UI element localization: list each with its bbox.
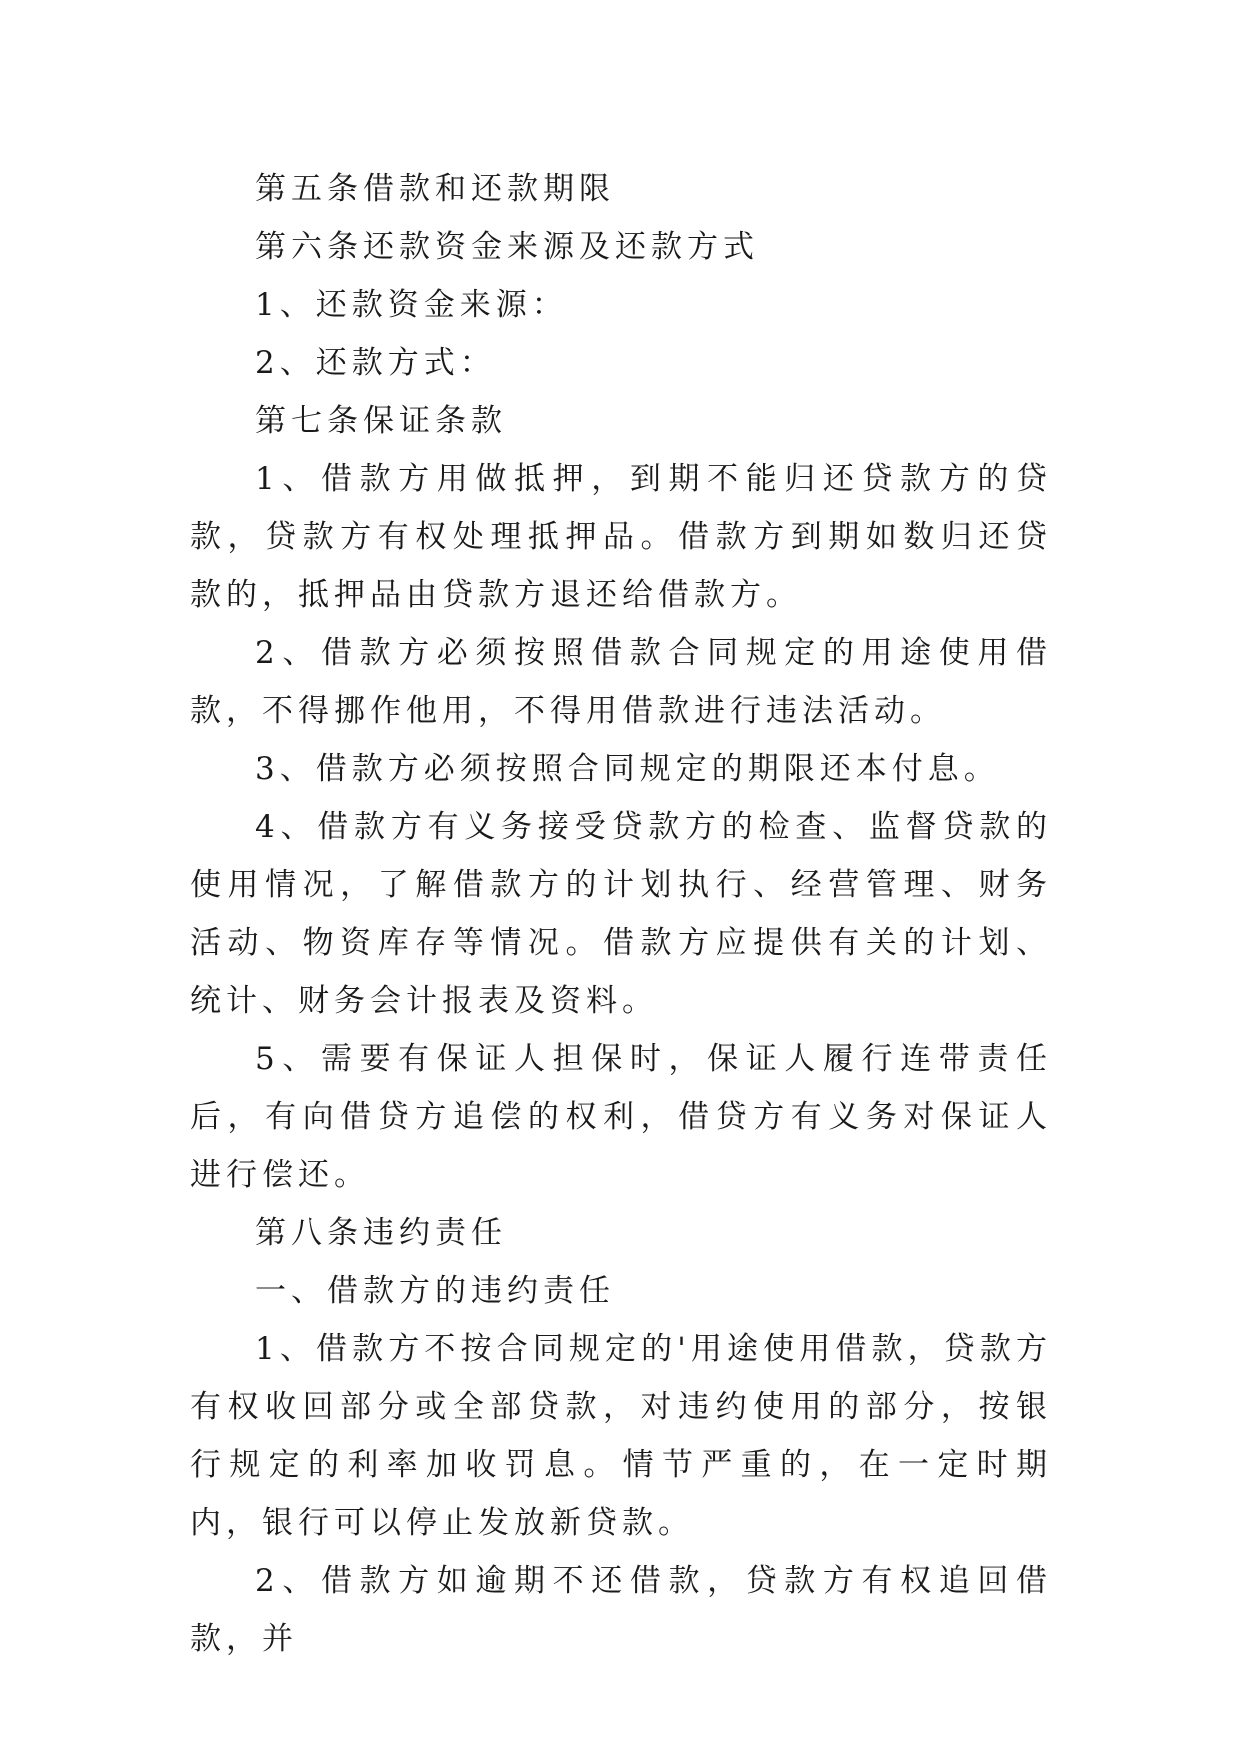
guarantee-clause-2: 2、借款方必须按照借款合同规定的用途使用借款，不得挪作他用，不得用借款进行违法活动。 <box>190 635 1052 729</box>
article-5-heading: 第五条借款和还款期限 <box>255 171 615 207</box>
guarantee-clause-5: 5、需要有保证人担保时，保证人履行连带责任后，有向借贷方追偿的权利，借贷方有义务对保证人进行偿还。 <box>190 1041 1052 1193</box>
article-6-heading: 第六条还款资金来源及还款方式 <box>255 229 759 265</box>
repayment-source: 1、还款资金来源： <box>255 287 568 323</box>
guarantee-clause-3: 3、借款方必须按照合同规定的期限还本付息。 <box>255 751 1000 787</box>
liability-clause-2: 2、借款方如逾期不还借款，贷款方有权追回借款，并 <box>190 1563 1052 1657</box>
guarantee-clause-4: 4、借款方有义务接受贷款方的检查、监督贷款的使用情况，了解借款方的计划执行、经营管理、财务活动、物资库存等情况。借款方应提供有关的计划、统计、财务会计报表及资料。 <box>190 809 1052 1019</box>
borrower-liability-heading: 一、借款方的违约责任 <box>255 1273 615 1309</box>
document-body <box>190 160 1052 1668</box>
article-7-heading: 第七条保证条款 <box>255 403 507 439</box>
repayment-method: 2、还款方式： <box>255 345 496 381</box>
guarantee-clause-1: 1、借款方用做抵押，到期不能归还贷款方的贷款，贷款方有权处理抵押品。借款方到期如数归还贷款的，抵押品由贷款方退还给借款方。 <box>190 461 1052 613</box>
liability-clause-1: 1、借款方不按合同规定的'用途使用借款，贷款方有权收回部分或全部贷款，对违约使用的部分，按银行规定的利率加收罚息。情节严重的，在一定时期内，银行可以停止发放新贷款。 <box>190 1331 1052 1541</box>
article-8-heading: 第八条违约责任 <box>255 1215 507 1251</box>
